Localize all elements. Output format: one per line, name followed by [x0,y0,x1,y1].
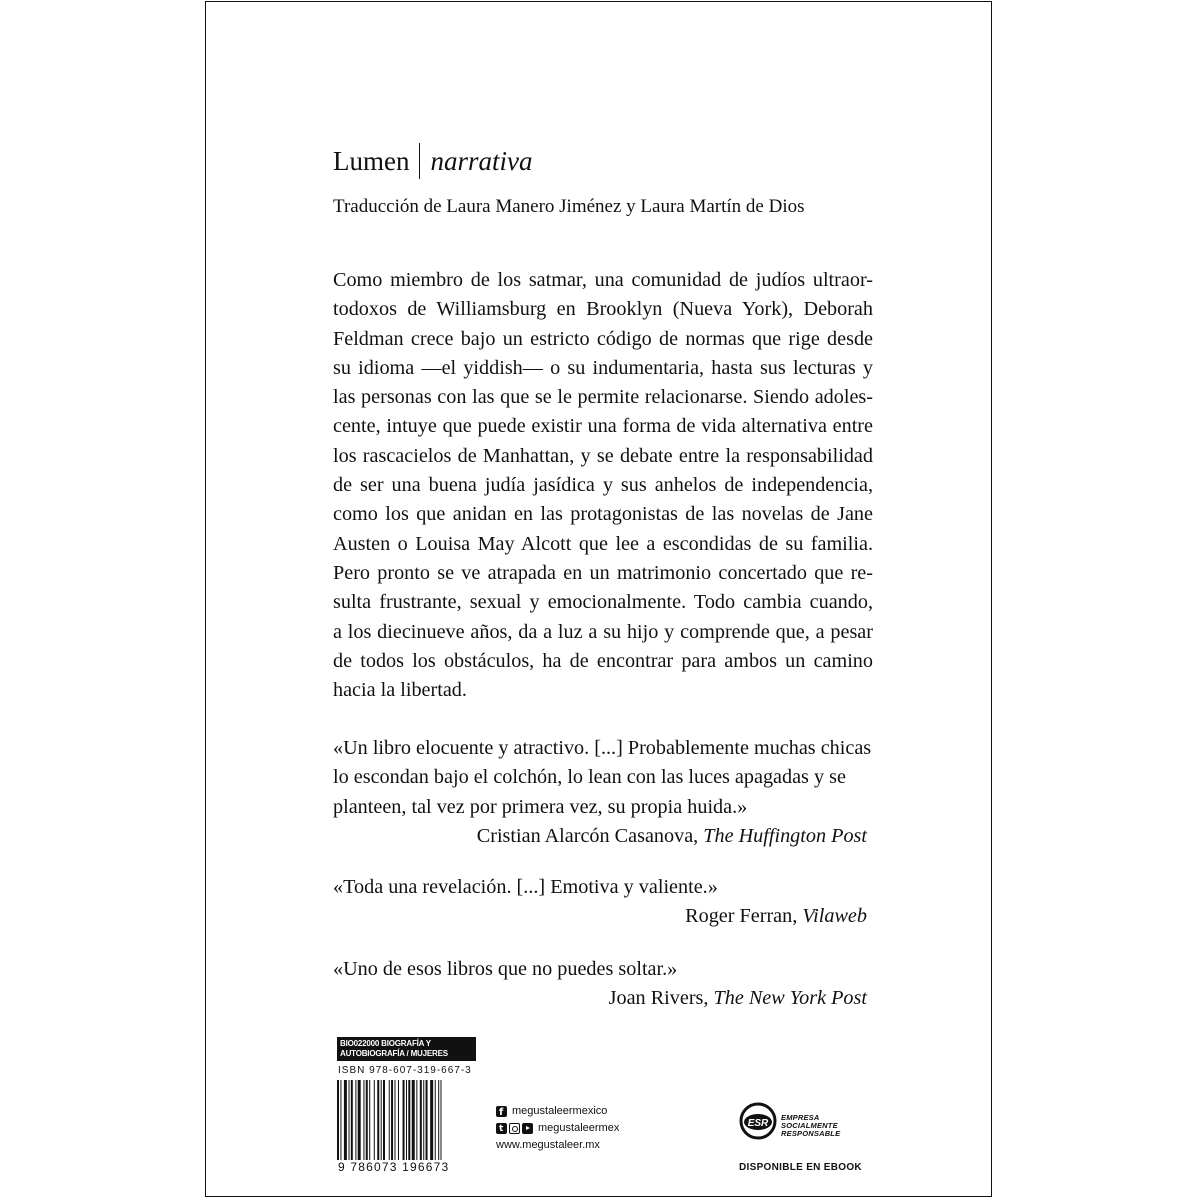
synopsis-line: hacia la libertad. [333,679,467,702]
synopsis-line: de ser una buena judía jasídica y sus anhelos de independencia, [333,474,873,497]
barcode [337,1080,476,1160]
barcode-bar [358,1080,361,1160]
blurb-line: planteen, tal vez por primera vez, su propia huida.» [333,795,748,818]
barcode-bar [349,1080,350,1160]
website-link[interactable]: www.megustaleer.mx [496,1139,600,1151]
translator-credit: Traducción de Laura Manero Jiménez y Laura Martín de Dios [333,196,805,217]
barcode-bar [423,1080,424,1160]
isbn-text: ISBN 978-607-319-667-3 [338,1065,472,1076]
synopsis [333,266,873,705]
barcode-bar [430,1080,433,1160]
barcode-bar [412,1080,415,1160]
barcode-bar [355,1080,356,1160]
website-row[interactable] [496,1137,619,1154]
barcode-bar [403,1080,405,1160]
barcode-bar [381,1080,382,1160]
social-handle: megustaleermex [538,1122,620,1134]
blurb-line: «Un libro elocuente y atractivo. [...] Probablemente muchas chicas [333,737,872,759]
barcode-bar [340,1080,341,1160]
blurb-source [333,822,867,851]
synopsis-line: todoxos de Williamsburg en Brooklyn (Nueva York), Deborah [333,298,873,321]
blurb-line: «Uno de esos libros que no puedes soltar.» [333,958,678,980]
barcode-bar [366,1080,368,1160]
barcode-bar [369,1080,370,1160]
imprint-logo [333,143,533,179]
barcode-bar [398,1080,399,1160]
esr-caption [781,1114,840,1138]
esr-line: RESPONSABLE [781,1129,841,1138]
synopsis-line: Como miembro de los satmar, una comunidad de judíos ultraor- [333,269,873,291]
imprint-divider [419,143,420,179]
blurb-source [333,902,867,931]
synopsis-line: Pero pronto se ve atrapada en un matrimonio concertado que re- [333,561,873,584]
esr-badge-text: ESR [747,1118,769,1129]
blurb-quote [333,955,867,1014]
barcode-bar [351,1080,353,1160]
barcode-bar [408,1080,410,1160]
blurb-outlet: The Huffington Post [703,824,867,847]
facebook-handle: megustaleermexico [512,1105,608,1117]
blurb-quote [333,734,872,851]
esr-line: EMPRESA [781,1113,820,1122]
blurb-outlet: The New York Post [713,987,867,1010]
ebook-notice: DISPONIBLE EN EBOOK [739,1162,862,1173]
facebook-row[interactable] [496,1103,619,1120]
synopsis-line: de todos los obstáculos, ha de encontrar para ambos un camino [333,649,873,672]
barcode-bar [441,1080,442,1160]
synopsis-line: cente, intuye que puede existir una forma de vida alternativa entre [333,415,873,438]
collection-name: narrativa [430,146,533,176]
synopsis-line: los rascacielos de Manhattan, y se debate entre la responsabilidad [333,444,873,467]
barcode-bar [406,1080,407,1160]
barcode-bar [420,1080,422,1160]
barcode-bar [363,1080,364,1160]
barcode-bar [389,1080,390,1160]
twitter-icon [496,1123,507,1134]
instagram-icon [509,1123,520,1134]
facebook-icon [496,1106,507,1117]
social-links [496,1103,619,1154]
blurb-source [333,984,867,1013]
barcode-bar [435,1080,436,1160]
barcode-bar [377,1080,379,1160]
synopsis-line: a los diecinueve años, da a luz a su hijo y comprende que, a pesar [333,620,873,643]
blurb-outlet: Vilaweb [802,905,867,928]
barcode-bar [374,1080,375,1160]
bisac-label: BIO022000 BIOGRAFÍA Y AUTOBIOGRAFÍA / MUJERES [337,1037,476,1061]
blurb-author: Joan Rivers, [608,987,709,1010]
youtube-icon [522,1123,533,1134]
synopsis-line: las personas con las que se le permite relacionarse. Siendo adoles- [333,386,873,409]
social-handles-row[interactable] [496,1120,619,1137]
synopsis-line: su idioma —el yiddish— o su indumentaria, hasta sus lecturas y [333,356,873,379]
blurb-line: «Toda una revelación. [...] Emotiva y valiente.» [333,876,718,898]
publisher-name: Lumen [333,146,410,176]
blurb-quote [333,873,867,932]
blurb-author: Roger Ferran, [685,905,798,928]
blurb-author: Cristian Alarcón Casanova, [476,824,699,847]
synopsis-line: Austen o Louisa May Alcott que lee a escondidas de su familia. [333,532,873,555]
barcode-bar [337,1080,339,1160]
barcode-bar [395,1080,396,1160]
synopsis-line: como los que anidan en las protagonistas de las novelas de Jane [333,503,873,526]
barcode-number: 9 786073 196673 [338,1160,450,1174]
barcode-bar [426,1080,428,1160]
blurb-line: lo escondan bajo el colchón, lo lean con las luces apagadas y se [333,766,846,789]
esr-line: SOCIALMENTE [781,1121,838,1130]
barcode-bar [438,1080,439,1160]
barcode-bar [344,1080,347,1160]
synopsis-line: sulta frustrante, sexual y emocionalmente. Todo cambia cuando, [333,591,873,614]
barcode-bar [416,1080,417,1160]
barcode-bar [383,1080,385,1160]
synopsis-line: Feldman crece bajo un estricto código de normas que rige desde [333,327,873,350]
barcode-bar [391,1080,393,1160]
